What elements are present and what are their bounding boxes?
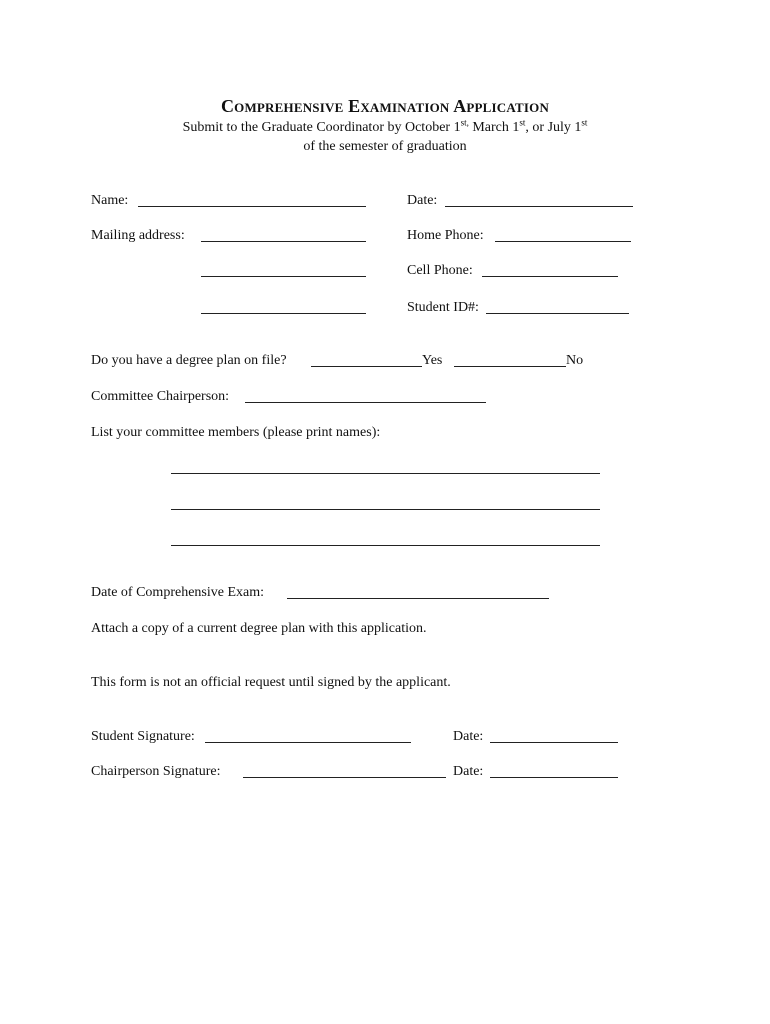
chairperson-signature-date-label: Date:: [453, 764, 484, 779]
name-field[interactable]: [138, 206, 366, 207]
exam-date-field[interactable]: [287, 598, 549, 599]
mailing-address-label: Mailing address:: [91, 228, 185, 243]
student-id-label: Student ID#:: [407, 300, 479, 315]
home-phone-label: Home Phone:: [407, 228, 484, 243]
student-id-field[interactable]: [486, 313, 629, 314]
degree-plan-yes-field[interactable]: [311, 366, 422, 367]
date-label: Date:: [407, 193, 438, 208]
instructions-text-2: March 1: [468, 120, 520, 135]
chairperson-signature-field[interactable]: [243, 777, 446, 778]
student-signature-label: Student Signature:: [91, 729, 195, 744]
name-label: Name:: [91, 193, 129, 208]
committee-member-field-2[interactable]: [171, 509, 600, 510]
instructions-text-1: Submit to the Graduate Coordinator by October 1: [182, 120, 461, 135]
committee-chairperson-field[interactable]: [245, 402, 486, 403]
official-request-note: This form is not an official request until signed by the applicant.: [91, 675, 451, 690]
cell-phone-field[interactable]: [482, 276, 618, 277]
degree-plan-question: Do you have a degree plan on file?: [91, 353, 287, 368]
degree-plan-no-field[interactable]: [454, 366, 566, 367]
submission-instructions: [0, 117, 770, 136]
attach-note: Attach a copy of a current degree plan with this application.: [91, 621, 427, 636]
chairperson-signature-date-field[interactable]: [490, 777, 618, 778]
mailing-address-field-3[interactable]: [201, 313, 366, 314]
student-signature-date-field[interactable]: [490, 742, 618, 743]
committee-member-field-3[interactable]: [171, 545, 600, 546]
cell-phone-label: Cell Phone:: [407, 263, 473, 278]
mailing-address-field-1[interactable]: [201, 241, 366, 242]
instructions-text-3: , or July 1: [525, 120, 582, 135]
committee-members-label: List your committee members (please print names):: [91, 425, 381, 440]
student-signature-field[interactable]: [205, 742, 411, 743]
instructions-line-2: of the semester of graduation: [303, 139, 467, 154]
superscript-3: st: [581, 117, 588, 128]
chairperson-signature-label: Chairperson Signature:: [91, 764, 221, 779]
superscript-1: st,: [460, 117, 469, 128]
student-signature-date-label: Date:: [453, 729, 484, 744]
exam-date-label: Date of Comprehensive Exam:: [91, 585, 265, 600]
form-title: Comprehensive Examination Application: [220, 96, 550, 116]
degree-plan-yes-label: Yes: [422, 353, 443, 368]
date-field[interactable]: [445, 206, 633, 207]
home-phone-field[interactable]: [495, 241, 631, 242]
mailing-address-field-2[interactable]: [201, 276, 366, 277]
committee-chairperson-label: Committee Chairperson:: [91, 389, 230, 404]
superscript-2: st: [519, 117, 526, 128]
committee-member-field-1[interactable]: [171, 473, 600, 474]
degree-plan-no-label: No: [566, 353, 584, 368]
